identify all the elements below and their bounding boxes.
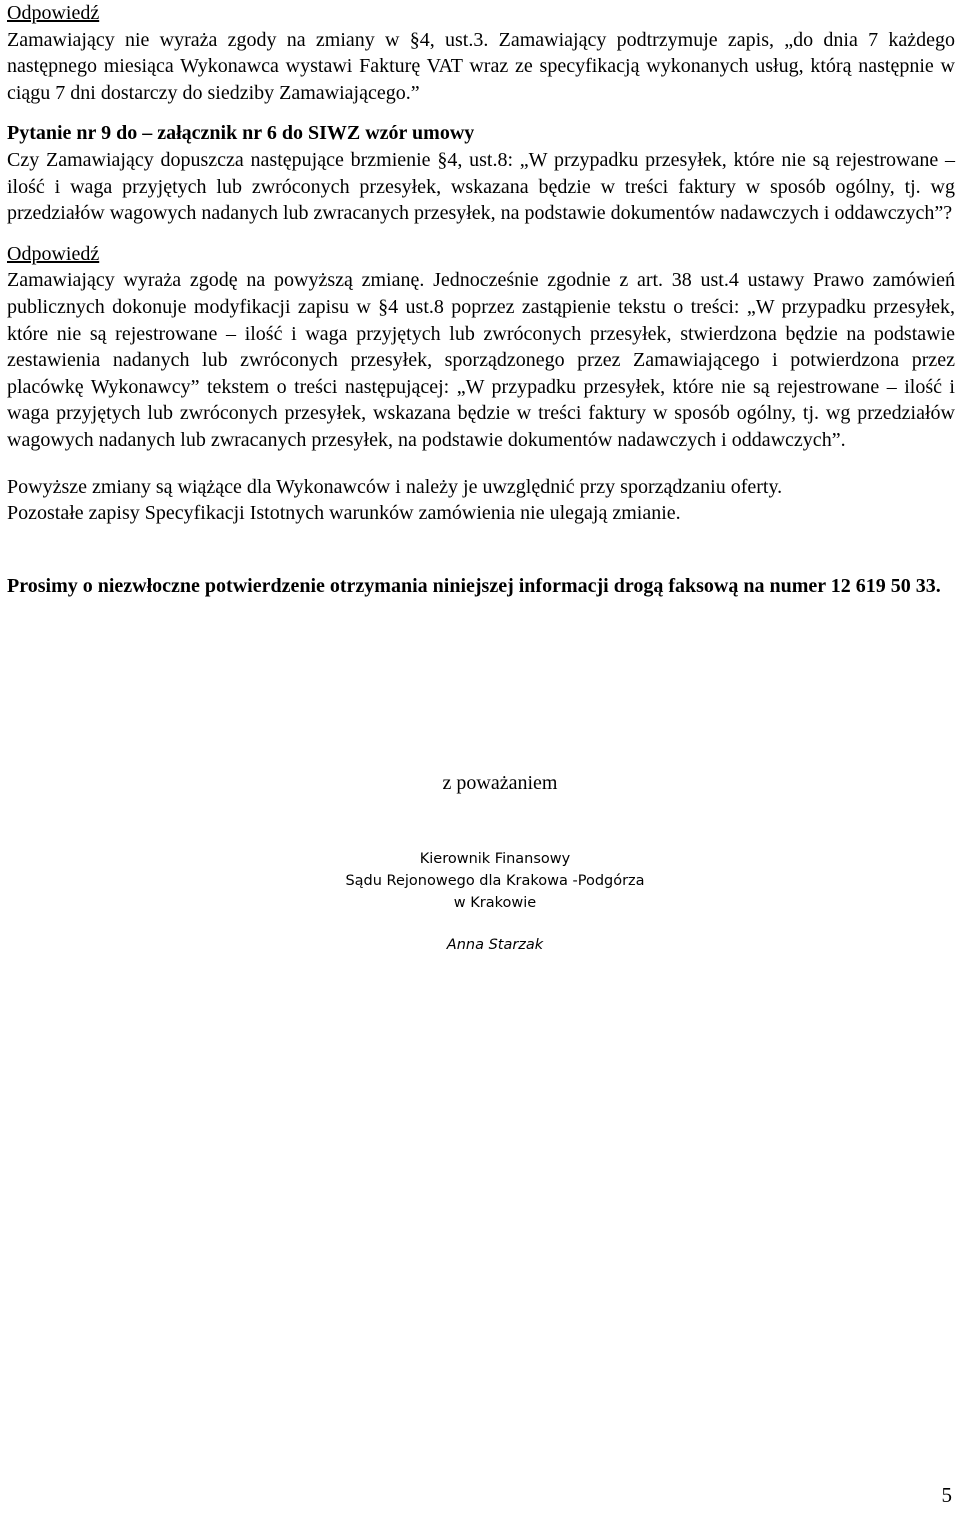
remaining-provisions-line: Pozostałe zapisy Specyfikacji Istotnych warunków zamówienia nie ulegają zmianie. xyxy=(7,502,681,525)
page-number: 5 xyxy=(941,1483,952,1507)
fax-confirmation-request: Prosimy o niezwłoczne potwierdzenie otrzymania niniejszej informacji drogą faksową na numer 12 619 50 33. xyxy=(7,574,941,597)
signature-block xyxy=(0,848,948,956)
question-9-title: Pytanie nr 9 do – załącznik nr 6 do SIWZ wzór umowy xyxy=(7,122,475,145)
signature-city: w Krakowie xyxy=(453,895,537,911)
question-9-text: Czy Zamawiający dopuszcza następujące brzmienie §4, ust.8: „W przypadku przesyłek, które nie są rejestrowane – ilość i waga przyjętych lub zwróconych przesyłek, wskazana będzie w treści faktury w sposób ogólny, tj. wg przedziałów wagowych nadanych lub zwracanych przesyłek, na podstawie dokumentów nadawczych i oddawczych”? xyxy=(7,148,955,225)
answer-heading-2: Odpowiedź xyxy=(7,242,100,265)
signature-name: Anna Starzak xyxy=(446,937,544,953)
spacer xyxy=(7,227,955,241)
spacer xyxy=(7,527,955,573)
answer-text-2: Zamawiający wyraża zgodę na powyższą zmianę. Jednocześnie zgodnie z art. 38 ust.4 ustawy Prawo zamówień publicznych dokonuje modyfikacji zapisu w §4 ust.8 poprzez zastąpienie tekstu o treści: „W przypadku przesyłek, które nie są rejestrowane – ilość i waga przyjętych lub zwróconych przesyłek, stwierdzona będzie na podstawie zestawienia nadanych lub zwróconych przesyłek, sporządzonego przez Zamawiającego i potwierdzona przez placówkę Wykonawcy” tekstem o treści następującej: „W przypadku przesyłek, które nie są rejestrowane – ilość i waga przyjętych lub zwróconych przesyłek, wskazana będzie w treści faktury w sposób ogólny, tj. wg przedziałów wagowych nadanych lub zwracanych przesyłek, na podstawie dokumentów nadawczych i oddawczych”. xyxy=(7,269,955,451)
document-page xyxy=(7,0,955,599)
binding-changes-line: Powyższe zmiany są wiążące dla Wykonawców i należy je uwzględnić przy sporządzaniu oferty. xyxy=(7,475,783,498)
signature-title: Kierownik Finansowy xyxy=(419,851,571,867)
spacer xyxy=(7,106,955,120)
signature-court: Sądu Rejonowego dla Krakowa -Podgórza xyxy=(345,873,645,889)
answer-heading-1: Odpowiedź xyxy=(7,2,100,24)
answer-text-1: Zamawiający nie wyraża zgody na zmiany w §4, ust.3. Zamawiający podtrzymuje zapis, „do dnia 7 każdego następnego miesiąca Wykonawca wystawi Fakturę VAT wraz ze specyfikacją wykonanych usług, którą następnie w ciągu 7 dni dostarczy do siedziby Zamawiającego.” xyxy=(7,28,955,104)
signoff: z poważaniem xyxy=(442,772,558,794)
spacer xyxy=(7,454,955,474)
